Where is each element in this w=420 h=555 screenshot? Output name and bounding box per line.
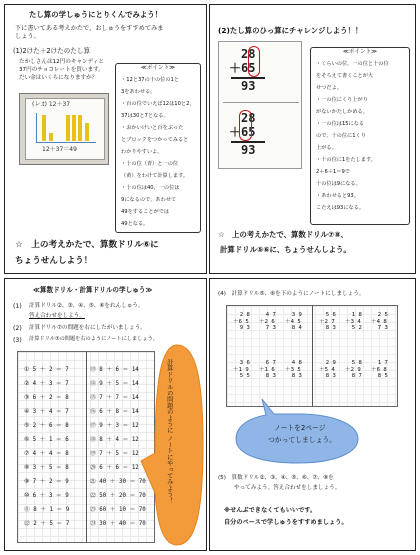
hint-line: 9になるので、あわせて <box>121 197 177 203</box>
bubble-line1: ノートを2ページ <box>274 424 326 432</box>
notebook-row: ⑦ 4 ＋ 4 ＝ 8 <box>24 451 69 457</box>
calc2-top: 28 <box>241 111 256 125</box>
notebook-row: ⑩ 6 ＋ 3 ＝ 9 <box>24 493 69 499</box>
notebook-row: ⑰ 9 ＋ 3 ＝ 12 <box>90 423 139 429</box>
panel-addition-intro <box>4 4 207 274</box>
item-text: 計算ドリル⑦の問題を右のようにノートにしましょう。 <box>29 336 158 342</box>
notebook-row: ⑲ 7 ＋ 5 ＝ 12 <box>90 451 139 457</box>
hint-line: ・十の位は40、一の位は <box>121 185 180 191</box>
notebook-row: ㉑ 40 ＋ 30 ＝ 70 <box>90 479 146 485</box>
hint-line: 十の位は9になる。 <box>316 181 361 187</box>
hint-line: せつだよ。 <box>316 85 342 91</box>
panel2-footer-line2: 計算ドリル⑤⑥に、ちょうせんしよう。 <box>220 245 351 254</box>
panel-drill-study <box>4 278 207 551</box>
hint-line: 49となる。 <box>121 221 149 227</box>
panel1-intro-line2: しょう。 <box>15 33 40 40</box>
hint-line: ・一の位にくり上がり <box>316 97 368 103</box>
notebook-row: ⑨ 7 ＋ 2 ＝ 9 <box>24 479 69 485</box>
one-blocks <box>85 123 89 141</box>
hint-heading: ≪ポイント≫ <box>140 65 176 71</box>
photo-formula: 12＋37＝49 <box>42 146 77 153</box>
hint-heading: ≪ポイント≫ <box>342 49 378 55</box>
hint-line: がないかたしかめる。 <box>316 109 368 115</box>
notebook-row: ⑤ 2 ＋ 6 ＝ 8 <box>24 423 69 429</box>
notebook-row: ㉒ 50 ＋ 20 ＝ 70 <box>90 493 146 499</box>
panel2-footer-line1: ☆ 上の考えかたで、算数ドリル⑦⑧、 <box>218 230 348 239</box>
board-divider <box>223 102 299 103</box>
notebook-problem: 3 6 ＋1 9 5 5 <box>233 360 250 380</box>
one-blocks <box>49 133 53 141</box>
hint-line: 49をすることがでは <box>121 209 170 215</box>
item-text: 答え合わせをしよう。 <box>29 313 85 319</box>
item-number: (2) <box>13 325 22 332</box>
notebook-problem: 5 8 ＋2 9 8 7 <box>345 360 362 380</box>
notebook-fold <box>86 352 87 542</box>
blocks-photo <box>19 93 109 165</box>
panel3-title: ≪算数ドリル・計算ドリルの学しゅう≫ <box>33 286 153 294</box>
ones-circle <box>248 46 260 77</box>
notebook-problem: 6 7 ＋1 6 8 3 <box>259 360 276 380</box>
hint-line: ので、十の位に1くり <box>316 133 366 139</box>
notebook-row: ⑮ 7 ＋ 7 ＝ 14 <box>90 395 139 401</box>
calc1-plus: ＋ <box>229 61 242 75</box>
item-text: 計算ドリル⑦の問題を右にしたがいましょう。 <box>29 325 146 331</box>
calc2-plus: ＋ <box>229 125 242 139</box>
notebook-row: ⑯ 6 ＋ 8 ＝ 14 <box>90 409 139 415</box>
hint-line: とブロックをつかってみると <box>121 137 189 143</box>
hint-line: ・くらいの位、一の位と十の位 <box>316 61 389 67</box>
notebook-row: ⑧ 3 ＋ 5 ＝ 8 <box>24 465 69 471</box>
bubble-line2: つかってしましょう。 <box>268 436 336 444</box>
note-line2: 自分のペースで学しゅうをすすめましょう。 <box>224 519 348 526</box>
hint-line: こたえは93になる。 <box>316 205 365 211</box>
notebook-row: ㉓ 60 ＋ 10 ＝ 70 <box>90 507 146 513</box>
ten-block <box>66 115 70 141</box>
column-calc-board <box>218 41 302 169</box>
ten-block <box>78 115 82 141</box>
hint-line: ・12と37の十の位の1と <box>121 77 180 83</box>
notebook-problem: 2 8 ＋6 5 9 3 <box>233 312 250 332</box>
notebook-row: ⑳ 6 ＋ 6 ＝ 12 <box>90 465 139 471</box>
notebook-page <box>17 351 155 543</box>
notebook-spread <box>226 305 398 407</box>
panel2-hint-box <box>310 47 410 225</box>
notebook-row: ⑬ 8 ＋ 6 ＝ 14 <box>90 367 139 373</box>
item-number: (3) <box>13 337 22 344</box>
notebook-fold <box>312 306 313 406</box>
panel1-intro-line1: 下に書いてある考えかたで、おしゅうをすすめてみま <box>15 25 164 32</box>
ten-block <box>72 115 76 141</box>
notebook-row: ⑱ 8 ＋ 4 ＝ 12 <box>90 437 139 443</box>
photo-expression: (レ.t) 12＋37 <box>32 101 71 108</box>
note-line1: ※せんぶできなくてもいいです。 <box>224 507 317 514</box>
panel1-section-title: (1)2けた＋2けたのたし算 <box>13 47 91 55</box>
hint-line: ・百の位でいえば12は10と2、 <box>121 101 195 107</box>
tens-circle <box>239 110 252 141</box>
panel1-hint-box <box>115 63 201 233</box>
notebook-problem: 1 7 ＋6 8 8 5 <box>371 360 388 380</box>
notebook-row: ⑭ 9 ＋ 5 ＝ 14 <box>90 381 139 387</box>
callout-line1: 計算ドリルの問題のように <box>165 359 173 434</box>
whiteboard <box>25 98 105 160</box>
notebook-problem: 1 8 ＋3 4 5 2 <box>345 312 362 332</box>
hint-line: （黄）をわけて計算します。 <box>121 173 189 179</box>
notebook-problem: 4 8 ＋3 5 8 3 <box>285 360 302 380</box>
item5-line2: やってみよう。答え合わせをしましょう。 <box>234 485 341 491</box>
notebook-problem: 4 7 ＋2 6 7 3 <box>259 312 276 332</box>
ten-block <box>42 115 46 141</box>
notebook-row: ⑥ 5 ＋ 1 ＝ 6 <box>24 437 69 443</box>
callout-line2: ノートにやってみよう！ <box>165 435 173 504</box>
hint-line: わかりやすいよ。 <box>121 149 163 155</box>
hint-line: ・十の位（青）と一の位 <box>121 161 179 167</box>
notebook-problem: 5 6 ＋2 7 8 3 <box>319 312 336 332</box>
notebook-row: ㉔ 30 ＋ 40 ＝ 70 <box>90 521 146 527</box>
hint-line: 37は30と7となる。 <box>121 113 169 119</box>
notebook-row: ① 5 ＋ 2 ＝ 7 <box>24 367 69 373</box>
hint-line: 上がる。 <box>316 145 337 151</box>
calc1-result: 93 <box>241 79 256 93</box>
hint-line: 3をあわせる。 <box>121 89 156 95</box>
item-text: 計算ドリル②、③、④、⑤、⑥をれんしゅう。 <box>29 303 144 309</box>
hint-line: ・あわせると93。 <box>316 193 359 199</box>
notebook-problem: 2 9 ＋5 4 8 3 <box>319 360 336 380</box>
callout-text <box>165 359 173 504</box>
panel1-footer-line1: ☆ 上の考えかたで、算数ドリル⑥に <box>15 240 159 250</box>
hint-line: をそろえて書くことが大 <box>316 73 374 79</box>
panel1-title: たし算の学しゅうにとりくんでみよう！ <box>29 10 163 19</box>
notebook-problem: 3 9 ＋4 5 8 4 <box>285 312 302 332</box>
panel1-question-line1: たかしさんは12円のキャンディと <box>19 59 104 65</box>
panel1-footer-line2: ちょうせんしよう！ <box>15 256 93 266</box>
calc2-result: 93 <box>241 143 256 157</box>
hint-line: ・おかいけいと百をぶった <box>121 125 184 131</box>
panel-column-addition <box>209 4 416 274</box>
notebook-row: ③ 6 ＋ 2 ＝ 8 <box>24 395 69 401</box>
panel1-question-line3: だい金はいくらになりますか？ <box>19 75 98 81</box>
item-number: (1) <box>13 303 22 310</box>
notebook-row: ② 4 ＋ 3 ＝ 7 <box>24 381 69 387</box>
notebook-problem: 2 5 ＋4 8 7 3 <box>371 312 388 332</box>
hint-line: 2＋6＋1＝9で <box>316 169 350 175</box>
item4-text: (4) 計算ドリル⑤、⑥を下のようにノートにしましょう。 <box>218 291 365 297</box>
calc2-addend: 65 <box>241 125 256 139</box>
panel1-question-line2: 37円のチョコレートを買います。 <box>19 67 104 73</box>
notebook-row: ④ 3 ＋ 4 ＝ 7 <box>24 409 69 415</box>
hint-line: ・十の位に1をたします。 <box>316 157 376 163</box>
calc1-addend: 65 <box>241 61 256 75</box>
panel-notebook-practice <box>209 278 416 551</box>
item5-line1: (5) 算数ドリル②、③、④、⑤、⑥、⑦、⑧を <box>218 475 334 481</box>
panel2-title: (2)たし算のひっ算にチャレンジしよう！！ <box>218 26 363 35</box>
notebook-row: ⑫ 2 ＋ 5 ＝ 7 <box>24 521 70 527</box>
calc1-top: 28 <box>241 47 256 61</box>
hint-line: ・一の位は15になる <box>316 121 365 127</box>
notebook-row: ⑪ 8 ＋ 1 ＝ 9 <box>24 507 70 513</box>
